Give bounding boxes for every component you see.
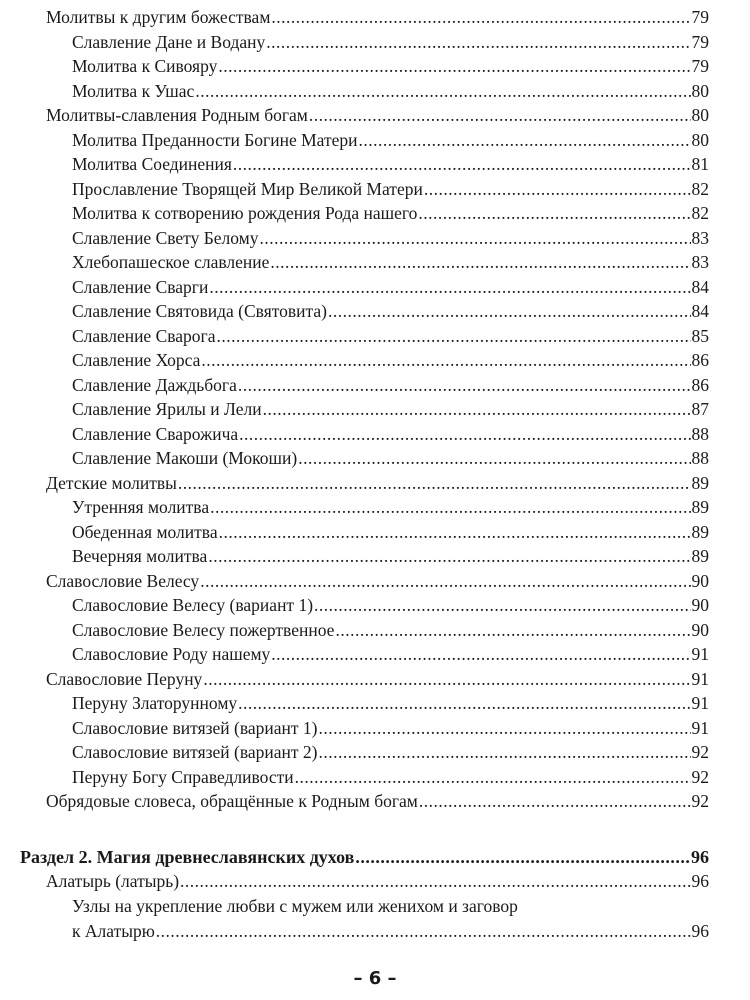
dot-leader bbox=[203, 668, 690, 690]
dot-leader bbox=[335, 619, 690, 641]
toc-entry-title: Славление Ярилы и Лели bbox=[72, 399, 262, 419]
dot-leader bbox=[217, 325, 691, 347]
dot-leader bbox=[219, 521, 691, 543]
toc-entry-page: 89 bbox=[691, 546, 709, 566]
toc-entry-title: Обеденная молитва bbox=[72, 521, 218, 542]
toc-entry-title: Молитвы-славления Родным богам bbox=[46, 105, 308, 125]
toc-entry-page: 80 bbox=[691, 105, 709, 125]
toc-entry-title: Славление Хорса bbox=[72, 350, 201, 370]
toc-entry-title: Славословие Велесу пожертвенное bbox=[72, 619, 335, 640]
toc-entry bbox=[72, 325, 709, 347]
toc-entry bbox=[72, 521, 709, 543]
toc-entry-title: Вечерняя молитва bbox=[72, 546, 208, 566]
toc-entry bbox=[72, 129, 709, 151]
toc-entry bbox=[46, 790, 709, 812]
toc-entry-page: 89 bbox=[691, 521, 709, 542]
toc-entry-page: 79 bbox=[691, 31, 709, 52]
toc-entry bbox=[72, 349, 709, 371]
toc-entry-page: 86 bbox=[691, 374, 709, 395]
toc-entry-title: Молитва к Сивояру bbox=[72, 56, 218, 76]
toc-entry-title: Алатырь (латырь) bbox=[46, 871, 180, 891]
toc-entry-title: Молитва Соединения bbox=[72, 154, 232, 174]
dot-leader bbox=[298, 447, 690, 469]
dot-leader bbox=[328, 300, 690, 322]
toc-entry-page: 80 bbox=[691, 129, 709, 150]
toc-entry-title: Молитва к Ушас bbox=[72, 80, 195, 101]
toc-entry bbox=[72, 227, 709, 249]
dot-leader bbox=[156, 920, 691, 942]
page-number: – 6 – bbox=[353, 968, 397, 989]
toc-entry bbox=[72, 692, 709, 714]
dot-leader bbox=[295, 766, 691, 788]
toc-entry-title: Перуну Златорунному bbox=[72, 693, 238, 713]
toc-entry bbox=[72, 202, 709, 224]
dot-leader bbox=[263, 398, 691, 420]
toc-entry bbox=[72, 55, 709, 77]
toc-entry-title: Славление Макоши (Мокоши) bbox=[72, 448, 298, 468]
toc-entry-page: 91 bbox=[691, 717, 709, 738]
toc-entry-title: Славление Сварога bbox=[72, 325, 216, 346]
toc-entry bbox=[72, 80, 709, 102]
toc-entry-title: Молитва к сотворению рождения Рода нашего bbox=[72, 203, 418, 223]
toc-entry bbox=[72, 178, 709, 200]
dot-leader bbox=[238, 692, 690, 714]
toc-entry bbox=[72, 545, 709, 567]
toc-entry-title: Славословие Велесу (вариант 1) bbox=[72, 595, 314, 615]
dot-leader bbox=[418, 202, 690, 224]
toc-entry bbox=[72, 398, 709, 420]
toc-entry-page: 83 bbox=[691, 227, 709, 248]
toc-entry-page: 91 bbox=[691, 668, 709, 689]
toc-entry bbox=[72, 741, 709, 763]
toc-entry bbox=[46, 6, 709, 28]
dot-leader bbox=[319, 717, 691, 739]
toc-entry bbox=[72, 423, 709, 445]
toc-entry bbox=[72, 153, 709, 175]
toc-entry-page: 82 bbox=[691, 178, 709, 199]
toc-entry-page: 91 bbox=[691, 644, 709, 664]
dot-leader bbox=[209, 276, 690, 298]
toc-entry-page: 91 bbox=[691, 693, 709, 713]
toc-entry-title: Хлебопашеское славление bbox=[72, 252, 270, 272]
toc-entry-title-line2: к Алатырю bbox=[72, 921, 155, 941]
dot-leader bbox=[266, 31, 690, 53]
toc-entry-title: Славословие Перуну bbox=[46, 668, 203, 689]
toc-entry-page: 96 bbox=[691, 871, 709, 891]
toc-entry bbox=[46, 104, 709, 126]
toc-entry-page: 92 bbox=[691, 766, 709, 787]
toc-entry bbox=[46, 668, 709, 690]
dot-leader bbox=[419, 790, 691, 812]
toc-entry bbox=[72, 374, 709, 396]
toc-entry bbox=[72, 31, 709, 53]
section-title: Раздел 2. Магия древнеславянских духов bbox=[20, 847, 355, 867]
toc-entry-page: 80 bbox=[691, 80, 709, 101]
toc-entry-page: 92 bbox=[691, 742, 709, 762]
toc-entry bbox=[72, 447, 709, 469]
toc-entry-page: 87 bbox=[691, 399, 709, 419]
toc-entry bbox=[46, 870, 709, 892]
toc-entry-title: Славление Свету Белому bbox=[72, 227, 259, 248]
toc-entry-title: Славословие витязей (вариант 1) bbox=[72, 717, 318, 738]
dot-leader bbox=[200, 570, 690, 592]
toc-entry bbox=[72, 920, 709, 942]
toc-entry-title: Славословие Роду нашему bbox=[72, 644, 271, 664]
dot-leader bbox=[180, 870, 690, 892]
dot-leader bbox=[271, 6, 690, 28]
toc-entry-page: 85 bbox=[691, 325, 709, 346]
toc-entry bbox=[72, 619, 709, 641]
dot-leader bbox=[424, 178, 691, 200]
toc-entry bbox=[72, 717, 709, 739]
dot-leader bbox=[233, 153, 691, 175]
toc-entry bbox=[72, 766, 709, 788]
toc-entry-page: 79 bbox=[691, 7, 709, 27]
toc-entry-title: Славление Дане и Водану bbox=[72, 31, 266, 52]
toc-entry-title: Обрядовые словеса, обращённые к Родным богам bbox=[46, 791, 418, 811]
section-page: 96 bbox=[691, 847, 709, 867]
toc-entry-title: Молитвы к другим божествам bbox=[46, 7, 271, 27]
toc-entry-page: 82 bbox=[691, 203, 709, 223]
dot-leader bbox=[208, 545, 690, 567]
toc-entry bbox=[72, 300, 709, 322]
toc-entry-page: 96 bbox=[691, 921, 709, 941]
toc-entry-page: 83 bbox=[691, 252, 709, 272]
toc-entry-page: 88 bbox=[691, 448, 709, 468]
dot-leader bbox=[239, 423, 690, 445]
dot-leader bbox=[218, 55, 690, 77]
dot-leader bbox=[271, 643, 690, 665]
toc-entry-page: 88 bbox=[691, 423, 709, 444]
toc-entry-page: 79 bbox=[691, 56, 709, 76]
dot-leader bbox=[201, 349, 690, 371]
toc-entry-title: Славление Сварги bbox=[72, 276, 209, 297]
toc-entry bbox=[72, 251, 709, 273]
toc-entry bbox=[72, 643, 709, 665]
toc-entry-title: Славление Сварожича bbox=[72, 423, 239, 444]
toc-entry-title: Славление Святовида (Святовита) bbox=[72, 301, 328, 321]
toc-entry-title: Славление Даждьбога bbox=[72, 374, 237, 395]
dot-leader bbox=[238, 374, 691, 396]
toc-entry bbox=[46, 472, 709, 494]
toc-entry-page: 90 bbox=[691, 619, 709, 640]
toc-entry-title: Утренняя молитва bbox=[72, 497, 210, 517]
dot-leader bbox=[210, 496, 690, 518]
toc-entry bbox=[72, 276, 709, 298]
toc-entry-title: Славословие витязей (вариант 2) bbox=[72, 742, 318, 762]
toc-entry-page: 81 bbox=[691, 154, 709, 174]
dot-leader bbox=[178, 472, 691, 494]
toc-entry-page: 92 bbox=[691, 791, 709, 811]
toc-entry-title: Молитва Преданности Богине Матери bbox=[72, 129, 358, 150]
dot-leader bbox=[359, 129, 691, 151]
toc-entry-page: 90 bbox=[691, 595, 709, 615]
toc-entry bbox=[46, 570, 709, 592]
dot-leader bbox=[260, 227, 691, 249]
dot-leader bbox=[309, 104, 691, 126]
toc-entry-title: Детские молитвы bbox=[46, 472, 177, 493]
toc-entry-page: 86 bbox=[691, 350, 709, 370]
toc-entry-page: 84 bbox=[691, 301, 709, 321]
dot-leader bbox=[355, 846, 690, 868]
dot-leader bbox=[270, 251, 690, 273]
toc-entry-title: Славословие Велесу bbox=[46, 570, 200, 591]
toc-entry-page: 89 bbox=[691, 472, 709, 493]
dot-leader bbox=[314, 594, 690, 616]
toc-entry-page: 84 bbox=[691, 276, 709, 297]
section-heading bbox=[20, 846, 709, 868]
toc-entry bbox=[72, 594, 709, 616]
toc-entry-title: Перуну Богу Справедливости bbox=[72, 766, 294, 787]
dot-leader bbox=[319, 741, 691, 763]
toc-entry bbox=[72, 496, 709, 518]
toc-entry-title-line1: Узлы на укрепление любви с мужем или женихом и заговор bbox=[72, 896, 518, 916]
toc-entry-title: Прославление Творящей Мир Великой Матери bbox=[72, 178, 423, 199]
toc-entry-page: 89 bbox=[691, 497, 709, 517]
dot-leader bbox=[195, 80, 690, 102]
toc-entry-page: 90 bbox=[691, 570, 709, 591]
